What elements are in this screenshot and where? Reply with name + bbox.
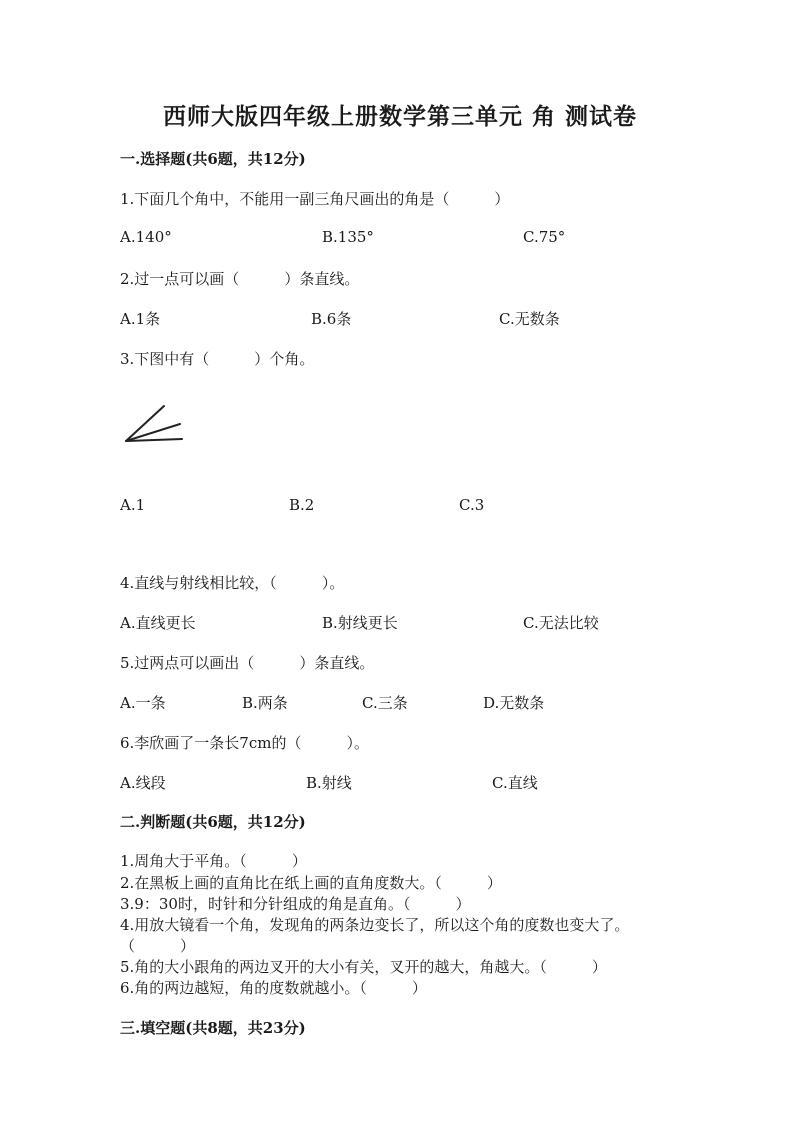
angle-figure [120, 398, 190, 448]
judge-item-1: 1.周角大于平角。（ ） [120, 852, 307, 870]
q6-option-b: B.射线 [306, 774, 352, 792]
q3-option-a: A.1 [120, 496, 146, 514]
q3-option-b: B.2 [289, 496, 315, 514]
q4-option-a: A.直线更长 [120, 614, 196, 632]
section-choice-heading: 一.选择题(共6题，共12分) [120, 150, 306, 168]
q1-option-b: B.135° [322, 228, 374, 246]
question-2: 2.过一点可以画（ ）条直线。 [120, 270, 360, 288]
q5-option-b: B.两条 [242, 694, 288, 712]
q3-option-c: C.3 [459, 496, 485, 514]
judge-item-4-blank: （ ） [120, 937, 196, 955]
question-6: 6.李欣画了一条长7cm的（ ）。 [120, 734, 369, 752]
judge-item-3: 3.9：30时，时针和分针组成的角是直角。（ ） [120, 895, 471, 913]
section-judge-heading: 二.判断题(共6题，共12分) [120, 813, 306, 831]
q2-option-a: A.1条 [120, 310, 161, 328]
judge-item-6: 6.角的两边越短，角的度数就越小。（ ） [120, 979, 427, 997]
q5-option-c: C.三条 [362, 694, 408, 712]
page-title: 西师大版四年级上册数学第三单元 角 测试卷 [162, 103, 637, 130]
question-3: 3.下图中有（ ）个角。 [120, 350, 315, 368]
q2-option-c: C.无数条 [499, 310, 560, 328]
judge-item-5: 5.角的大小跟角的两边叉开的大小有关，叉开的越大，角越大。（ ） [120, 958, 607, 976]
q6-option-c: C.直线 [492, 774, 538, 792]
q4-option-b: B.射线更长 [322, 614, 398, 632]
q4-option-c: C.无法比较 [523, 614, 599, 632]
section-fill-heading: 三.填空题(共8题，共23分) [120, 1019, 306, 1037]
question-4: 4.直线与射线相比较，（ ）。 [120, 574, 345, 592]
question-5: 5.过两点可以画出（ ）条直线。 [120, 654, 375, 672]
q2-option-b: B.6条 [311, 310, 352, 328]
q1-option-c: C.75° [523, 228, 566, 246]
q6-option-a: A.线段 [120, 774, 166, 792]
judge-item-2: 2.在黑板上画的直角比在纸上画的直角度数大。（ ） [120, 874, 502, 892]
q5-option-a: A.一条 [120, 694, 166, 712]
q5-option-d: D.无数条 [483, 694, 545, 712]
q1-option-a: A.140° [120, 228, 172, 246]
judge-item-4: 4.用放大镜看一个角，发现角的两条边变长了，所以这个角的度数也变大了。 [120, 916, 630, 934]
question-1: 1.下面几个角中，不能用一副三角尺画出的角是（ ） [120, 190, 510, 208]
